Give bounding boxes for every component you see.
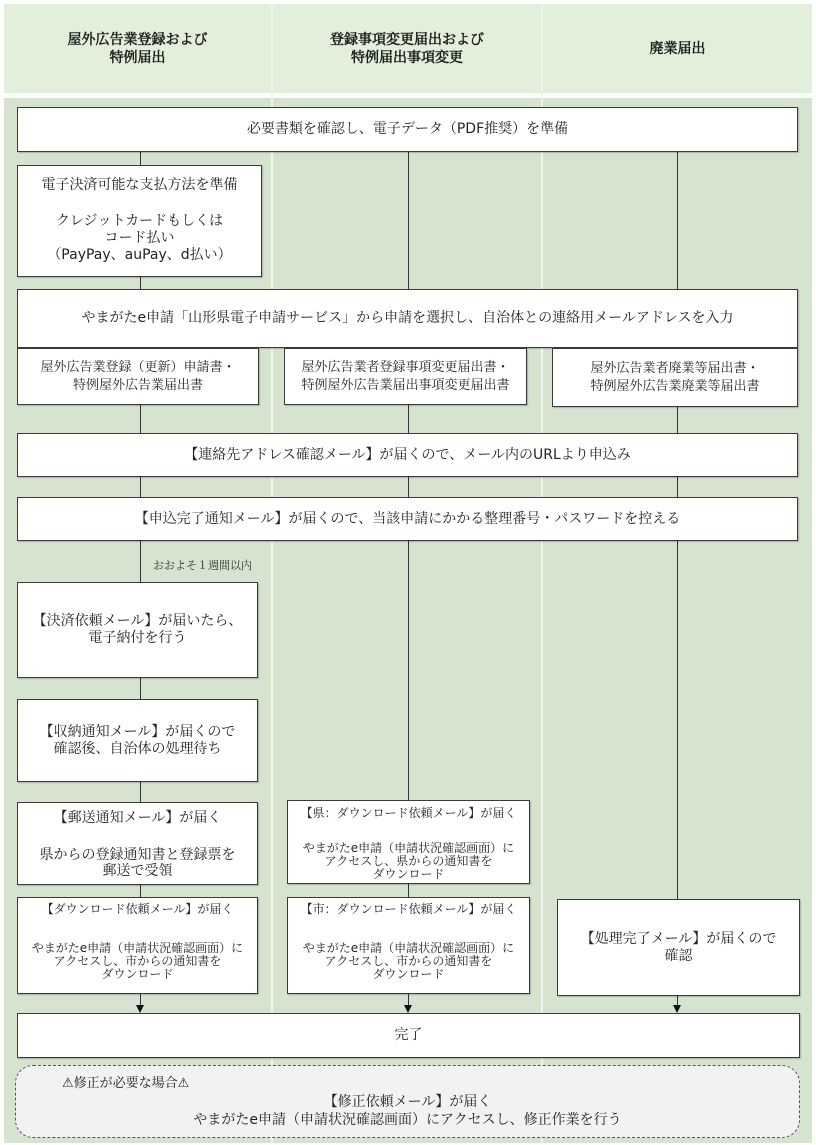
form-closure — [552, 348, 798, 407]
form-name: 屋外広告業者廃業等届出書・ — [590, 360, 760, 376]
step-pref-download-request — [287, 800, 530, 884]
step-text: アクセスし、市からの通知書を — [53, 954, 222, 968]
timing-note: おおよそ１週間以内 — [153, 559, 252, 572]
step-text: やまがたe申請（申請状況確認画面）に — [302, 841, 515, 855]
column-header-closure — [543, 4, 812, 93]
connector-line — [677, 407, 678, 433]
step-city-download-request — [287, 897, 530, 994]
connector-line — [408, 405, 409, 433]
step-text: アクセスし、県からの通知書を — [324, 854, 493, 868]
step-application-complete — [17, 497, 798, 541]
connector-line — [140, 405, 141, 433]
step-payment-request — [17, 582, 258, 678]
step-text: （PayPay、auPay、d払い） — [47, 247, 232, 263]
step-prepare-documents — [17, 107, 798, 152]
step-text: 【申込完了通知メール】が届くので、当該申請にかかる整理番号・パスワードを控える — [134, 510, 681, 527]
column-header-line: 廃業届出 — [649, 40, 706, 57]
connector-line — [677, 477, 678, 497]
step-text: コード払い — [104, 230, 175, 246]
step-text: 必要書類を確認し、電子データ（PDF推奨）を準備 — [246, 121, 569, 137]
connector-line — [408, 994, 409, 1005]
connector-line — [140, 678, 141, 699]
step-receipt-notice — [17, 699, 258, 782]
step-text: アクセスし、市からの通知書を — [324, 954, 493, 968]
connector-line — [140, 885, 141, 897]
step-text: 確認後、自治体の処理待ち — [53, 740, 222, 757]
connector-line — [408, 884, 409, 897]
form-change — [284, 348, 527, 405]
step-text: ダウンロード — [101, 967, 174, 981]
correction-text: 【修正依頼メール】が届く — [323, 1094, 492, 1110]
step-text: クレジットカードもしくは — [55, 213, 224, 229]
connector-line — [677, 152, 678, 289]
step-text: 完了 — [394, 1027, 423, 1043]
connector-line — [140, 277, 141, 289]
step-text: 県からの登録通知書と登録票を — [39, 847, 236, 863]
arrow-down-icon — [404, 1005, 412, 1013]
step-title: 電子決済可能な支払方法を準備 — [41, 177, 238, 193]
step-text: 電子納付を行う — [88, 630, 187, 646]
step-text: 【決済依頼メール】が届いたら、 — [32, 613, 243, 629]
step-text: 【連絡先アドレス確認メール】が届くので、メール内のURLより申込み — [184, 446, 631, 463]
connector-line — [408, 477, 409, 497]
correction-notice — [15, 1065, 800, 1138]
step-title: 【ダウンロード依頼メール】が届く — [41, 902, 234, 916]
connector-line — [140, 152, 141, 165]
step-address-confirmation — [17, 433, 798, 477]
form-name: 屋外広告業登録（更新）申請書・ — [40, 359, 236, 375]
correction-text: やまがたe申請（申請状況確認画面）にアクセスし、修正作業を行う — [193, 1112, 622, 1128]
form-name: 屋外広告業者登録事項変更届出書・ — [301, 359, 510, 375]
column-header-line: 登録事項変更届出および — [330, 31, 484, 48]
connector-line — [140, 541, 141, 582]
column-header-registration — [4, 4, 271, 93]
step-text: 確認 — [664, 947, 693, 964]
step-payment-method — [17, 165, 262, 277]
column-divider — [541, 4, 543, 1143]
arrow-down-icon — [673, 1005, 681, 1013]
step-title: 【県：ダウンロード依頼メール】が届く — [300, 806, 517, 820]
step-text: やまがたe申請（申請状況確認画面）に — [31, 941, 244, 955]
step-download-request — [17, 897, 258, 994]
connector-line — [140, 477, 141, 497]
form-name: 特例屋外広告業届出事項変更届出書 — [301, 377, 510, 393]
step-select-application — [17, 289, 798, 348]
column-header-change — [273, 4, 541, 93]
step-text: 【収納通知メール】が届くので — [39, 723, 236, 740]
column-header-line: 特例届出事項変更 — [351, 49, 463, 66]
step-text: 【処理完了メール】が届くので — [580, 930, 777, 947]
connector-line — [140, 994, 141, 1005]
correction-heading: ⚠修正が必要な場合⚠ — [62, 1076, 190, 1091]
step-text: 郵送で受領 — [102, 863, 173, 879]
step-title: 【郵送通知メール】が届く — [53, 810, 222, 826]
step-text: やまがたe申請「山形県電子申請サービス」から申請を選択し、自治体との連絡用メールアドレスを入力 — [81, 310, 734, 326]
step-text: ダウンロード — [372, 967, 445, 981]
column-header-line: 屋外広告業登録および — [67, 31, 208, 48]
connector-line — [408, 541, 409, 800]
step-done — [17, 1013, 800, 1058]
connector-line — [677, 541, 678, 899]
step-processing-complete — [557, 899, 800, 996]
step-text: ダウンロード — [372, 867, 445, 881]
arrow-down-icon — [136, 1005, 144, 1013]
connector-line — [677, 996, 678, 1005]
column-header-line: 特例届出 — [109, 49, 166, 66]
column-divider — [271, 4, 273, 1143]
step-text: やまがたe申請（申請状況確認画面）に — [302, 941, 515, 955]
step-title: 【市：ダウンロード依頼メール】が届く — [300, 902, 517, 916]
step-postal-notice — [17, 802, 258, 885]
connector-line — [140, 782, 141, 802]
connector-line — [408, 152, 409, 289]
form-name: 特例屋外広告業廃業等届出書 — [590, 378, 760, 394]
form-registration — [17, 348, 259, 405]
form-name: 特例屋外広告業届出書 — [72, 377, 203, 393]
